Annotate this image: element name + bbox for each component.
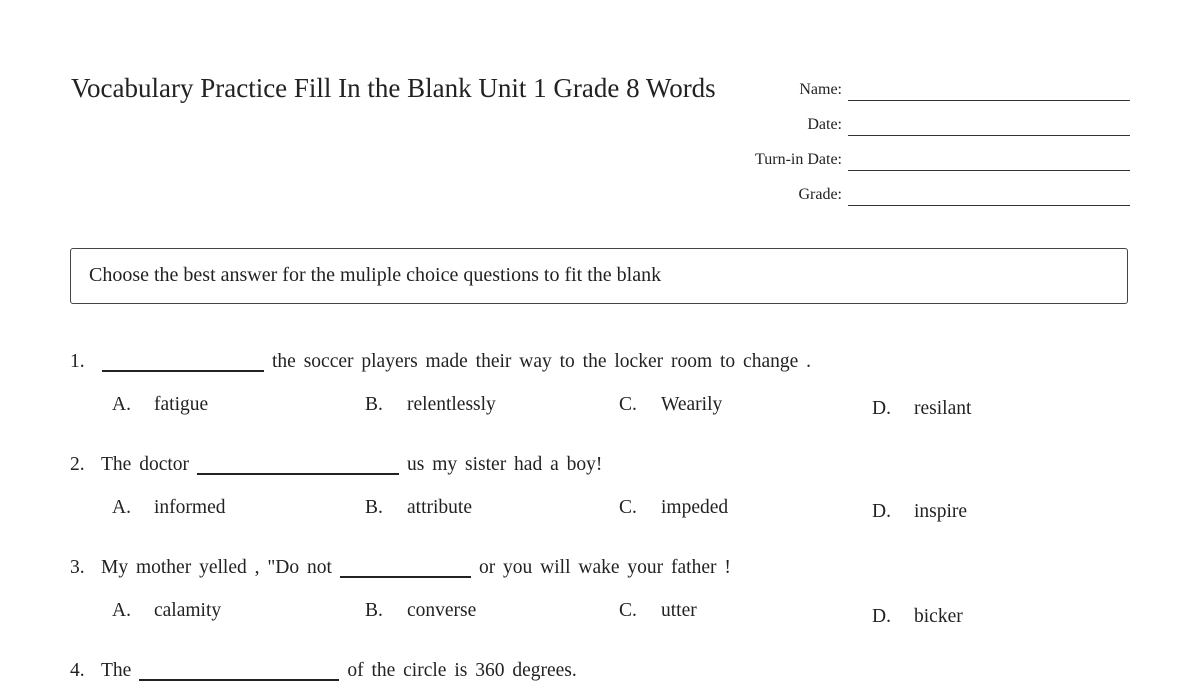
choice-letter: A. xyxy=(112,497,131,518)
choice-letter: D. xyxy=(872,398,891,419)
choice-b[interactable] xyxy=(365,394,496,416)
choice-c[interactable] xyxy=(619,600,697,622)
choice-c[interactable] xyxy=(619,497,728,519)
choice-letter: A. xyxy=(112,600,131,621)
choice-d[interactable] xyxy=(872,501,967,523)
question-text-before: The xyxy=(101,660,132,681)
question-1 xyxy=(70,351,972,419)
choice-text: resilant xyxy=(914,398,972,419)
question-number: 4. xyxy=(70,660,85,681)
choice-a[interactable] xyxy=(112,394,208,416)
grade-label: Grade: xyxy=(798,186,842,203)
question-text-after: of the circle is 360 degrees. xyxy=(347,660,577,681)
choice-text: impeded xyxy=(661,497,729,518)
grade-field-row xyxy=(700,179,1130,214)
turn-in-date-label: Turn-in Date: xyxy=(755,151,842,168)
question-3 xyxy=(70,557,963,627)
choice-d[interactable] xyxy=(872,606,963,628)
choice-text: informed xyxy=(154,497,226,518)
choice-letter: B. xyxy=(365,497,383,518)
question-number: 3. xyxy=(70,557,85,578)
date-field-row xyxy=(700,109,1130,144)
turn-in-date-line[interactable] xyxy=(848,169,1130,171)
choice-letter: D. xyxy=(872,501,891,522)
choice-letter: D. xyxy=(872,606,891,627)
choice-text: inspire xyxy=(914,501,968,522)
answer-choices xyxy=(70,394,1070,424)
date-label: Date: xyxy=(807,116,842,133)
choice-text: fatigue xyxy=(154,394,209,415)
question-text-after: us my sister had a boy! xyxy=(407,454,603,475)
question-text-after: the soccer players made their way to the locker room to change . xyxy=(272,351,812,372)
choice-text: attribute xyxy=(407,497,472,518)
answer-blank[interactable] xyxy=(102,369,264,372)
student-info-fields xyxy=(700,74,1130,214)
question-2 xyxy=(70,454,968,522)
choice-a[interactable] xyxy=(112,600,221,622)
question-text-after: or you will wake your father ! xyxy=(478,557,731,578)
question-4 xyxy=(70,660,577,682)
choice-letter: C. xyxy=(619,394,637,415)
grade-line[interactable] xyxy=(848,204,1130,206)
question-number: 2. xyxy=(70,454,85,475)
choice-text: Wearily xyxy=(661,394,723,415)
turn-in-date-field-row xyxy=(700,144,1130,179)
choice-text: utter xyxy=(661,600,697,621)
choice-a[interactable] xyxy=(112,497,225,519)
answer-choices xyxy=(70,600,1070,630)
worksheet-title: Vocabulary Practice Fill In the Blank Unit 1 Grade 8 Words xyxy=(71,73,716,103)
choice-letter: C. xyxy=(619,600,637,621)
question-text-before: The doctor xyxy=(101,454,190,475)
choice-d[interactable] xyxy=(872,398,971,420)
date-line[interactable] xyxy=(848,134,1130,136)
name-line[interactable] xyxy=(848,99,1130,101)
choice-text: converse xyxy=(407,600,477,621)
choice-text: bicker xyxy=(914,606,963,627)
question-number: 1. xyxy=(70,351,85,372)
answer-blank[interactable] xyxy=(139,678,339,681)
name-field-row xyxy=(700,74,1130,109)
choice-letter: A. xyxy=(112,394,131,415)
choice-letter: C. xyxy=(619,497,637,518)
name-label: Name: xyxy=(799,81,842,98)
answer-blank[interactable] xyxy=(340,575,471,578)
choice-letter: B. xyxy=(365,394,383,415)
choice-text: relentlessly xyxy=(407,394,496,415)
answer-choices xyxy=(70,497,1070,527)
choice-b[interactable] xyxy=(365,497,472,519)
choice-b[interactable] xyxy=(365,600,476,622)
answer-blank[interactable] xyxy=(197,472,399,475)
choice-text: calamity xyxy=(154,600,222,621)
choice-c[interactable] xyxy=(619,394,722,416)
instructions-box: Choose the best answer for the muliple choice questions to fit the blank xyxy=(70,248,1128,304)
choice-letter: B. xyxy=(365,600,383,621)
question-text-before: My mother yelled , "Do not xyxy=(101,557,332,578)
